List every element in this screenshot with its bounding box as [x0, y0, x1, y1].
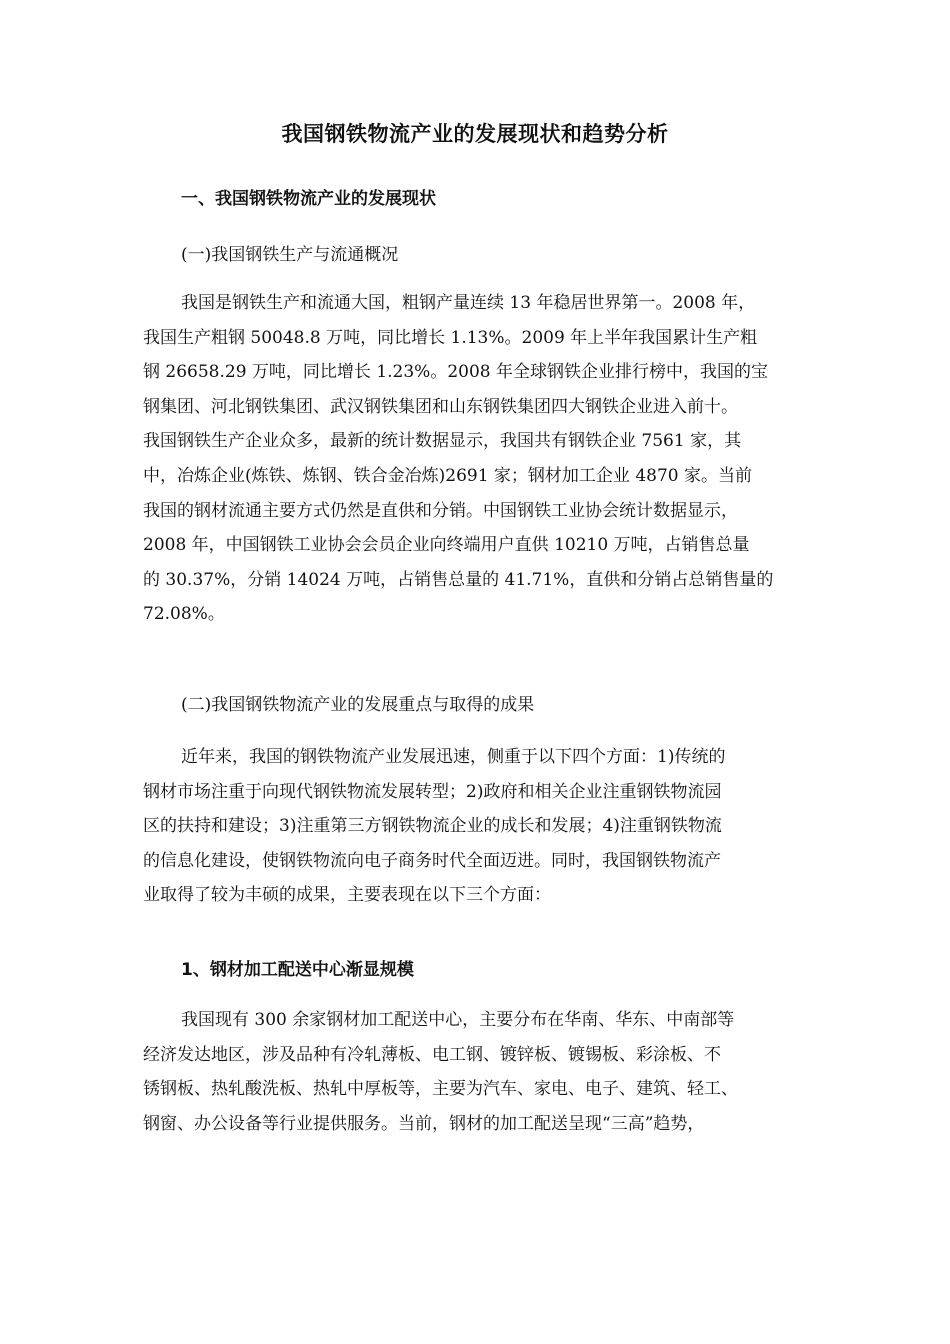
- subsection-heading-1: (一)我国钢铁生产与流通概况: [181, 245, 399, 265]
- paragraph-1: [143, 286, 808, 632]
- paragraph-line: 我国现有 300 余家钢材加工配送中心，主要分布在华南、华东、中南部等: [181, 1010, 735, 1030]
- paragraph-line: 钢 26658.29 万吨，同比增长 1.23%。2008 年全球钢铁企业排行榜中，我国的宝: [143, 362, 768, 383]
- paragraph-line: 72.08%。: [143, 604, 225, 625]
- paragraph-line: 我国钢铁生产企业众多，最新的统计数据显示，我国共有钢铁企业 7561 家，其: [143, 431, 742, 452]
- paragraph-line: 业取得了较为丰硕的成果，主要表现在以下三个方面：: [143, 885, 551, 906]
- item-heading-1: 1、钢材加工配送中心渐显规模: [181, 960, 414, 980]
- paragraph-line: 区的扶持和建设；3)注重第三方钢铁物流企业的成长和发展；4)注重钢铁物流: [143, 816, 722, 837]
- paragraph-line: 我国是钢铁生产和流通大国，粗钢产量连续 13 年稳居世界第一。2008 年，: [181, 293, 756, 313]
- paragraph-2: [143, 740, 808, 913]
- paragraph-line: 的 30.37%，分销 14024 万吨，占销售总量的 41.71%，直供和分销占总销售量的: [143, 569, 774, 590]
- paragraph-line: 经济发达地区，涉及品种有冷轧薄板、电工钢、镀锌板、镀锡板、彩涂板、不: [143, 1044, 721, 1065]
- paragraph-line: 钢材市场注重于向现代钢铁物流发展转型；2)政府和相关企业注重钢铁物流园: [143, 781, 722, 802]
- paragraph-line: 我国生产粗钢 50048.8 万吨，同比增长 1.13%。2009 年上半年我国累计生产粗: [143, 327, 758, 348]
- subsection-heading-2: (二)我国钢铁物流产业的发展重点与取得的成果: [181, 695, 535, 715]
- paragraph-line: 我国的钢材流通主要方式仍然是直供和分销。中国钢铁工业协会统计数据显示，: [143, 500, 738, 521]
- document-title: 我国钢铁物流产业的发展现状和趋势分析: [281, 122, 669, 146]
- paragraph-line: 近年来，我国的钢铁物流产业发展迅速，侧重于以下四个方面：1)传统的: [181, 747, 726, 767]
- paragraph-line: 锈钢板、热轧酸洗板、热轧中厚板等，主要为汽车、家电、电子、建筑、轻工、: [143, 1079, 738, 1100]
- paragraph-3: [143, 1003, 808, 1141]
- paragraph-line: 钢集团、河北钢铁集团、武汉钢铁集团和山东钢铁集团四大钢铁企业进入前十。: [143, 396, 738, 417]
- paragraph-line: 钢窗、办公设备等行业提供服务。当前，钢材的加工配送呈现“三高”趋势，: [143, 1113, 705, 1134]
- paragraph-line: 中，冶炼企业(炼铁、炼钢、铁合金冶炼)2691 家；钢材加工企业 4870 家。当前: [143, 465, 753, 486]
- section-heading-1: 一、我国钢铁物流产业的发展现状: [181, 189, 436, 209]
- paragraph-line: 2008 年，中国钢铁工业协会会员企业向终端用户直供 10210 万吨，占销售总量: [143, 535, 750, 556]
- paragraph-line: 的信息化建设，使钢铁物流向电子商务时代全面迈进。同时，我国钢铁物流产: [143, 850, 721, 871]
